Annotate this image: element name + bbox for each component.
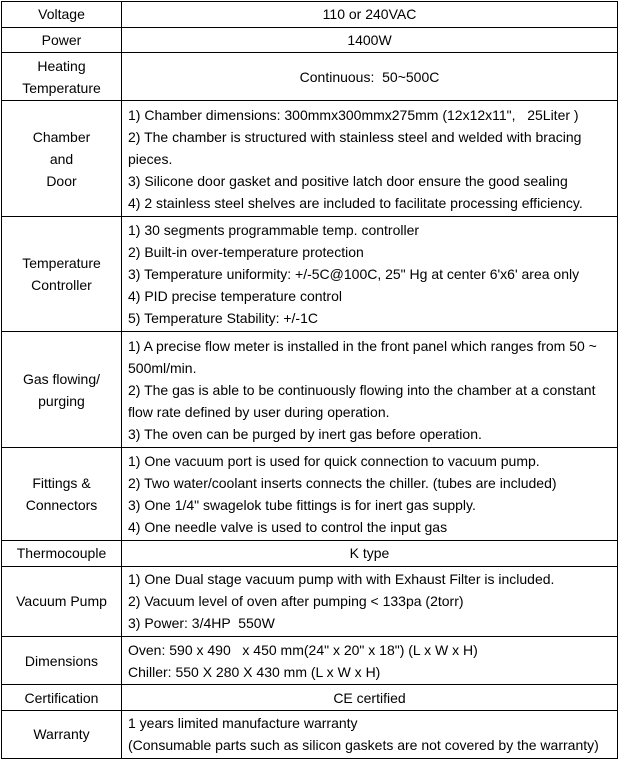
list-item: 4) One needle valve is used to control the input gas <box>128 519 448 536</box>
table-row <box>2 53 618 101</box>
row-value: 1400W <box>122 27 618 53</box>
list-item: 3) Power: 3/4HP 550W <box>128 615 275 632</box>
row-label: Certification <box>2 685 122 711</box>
list-item: 1) One Dual stage vacuum pump with with Exhaust Filter is included. <box>128 571 555 588</box>
list-item: 2) Vacuum level of oven after pumping < 133pa (2torr) <box>128 593 464 610</box>
row-label: Thermocouple <box>2 541 122 567</box>
list-item: 1) Chamber dimensions: 300mmx300mmx275mm (12x12x11", 25Liter ) <box>128 106 579 123</box>
list-item: 2) Two water/coolant inserts connects the chiller. (tubes are included) <box>128 475 557 492</box>
list-item: 5) Temperature Stability: +/-1C <box>128 310 318 327</box>
list-item: 1) 30 segments programmable temp. controller <box>128 222 420 239</box>
row-value <box>122 101 618 217</box>
row-label: Chamber and Door <box>2 101 122 217</box>
row-label: Warranty <box>2 710 122 758</box>
row-label: Temperature Controller <box>2 216 122 332</box>
list-item: 3) Silicone door gasket and positive latch door ensure the good sealing <box>128 172 568 189</box>
table-row <box>2 101 618 217</box>
row-label: Dimensions <box>2 637 122 685</box>
row-label: Gas flowing/ purging <box>2 332 122 448</box>
row-label: Power <box>2 27 122 53</box>
table-row <box>2 637 618 685</box>
list-item: Oven: 590 x 490 x 450 mm(24" x 20" x 18") (L x W x H) <box>128 641 478 658</box>
row-value <box>122 447 618 540</box>
row-value <box>122 332 618 448</box>
row-value: Continuous: 50~500C <box>122 53 618 101</box>
list-item: 3) The oven can be purged by inert gas before operation. <box>128 425 482 442</box>
row-label: Heating Temperature <box>2 53 122 101</box>
list-item: 3) Temperature uniformity: +/-5C@100C, 25" Hg at center 6'x6' area only <box>128 266 580 283</box>
list-item: Chiller: 550 X 280 X 430 mm (L x W x H) <box>128 663 381 680</box>
row-value <box>122 710 618 758</box>
row-value: CE certified <box>122 685 618 711</box>
list-item: 2) Built-in over-temperature protection <box>128 244 364 261</box>
row-value: K type <box>122 541 618 567</box>
row-value: 110 or 240VAC <box>122 2 618 28</box>
list-item: 1 years limited manufacture warranty <box>128 715 358 732</box>
table-row <box>2 216 618 332</box>
table-row <box>2 447 618 540</box>
spec-table <box>1 1 618 759</box>
table-row <box>2 2 618 28</box>
table-row <box>2 685 618 711</box>
table-row <box>2 332 618 448</box>
row-value <box>122 566 618 637</box>
row-label: Voltage <box>2 2 122 28</box>
list-item: 4) PID precise temperature control <box>128 288 342 305</box>
row-label: Fittings & Connectors <box>2 447 122 540</box>
list-item: 1) A precise flow meter is installed in the front panel which ranges from 50 ~ 500ml/min. <box>128 337 601 376</box>
table-row <box>2 710 618 758</box>
list-item: 3) One 1/4" swagelok tube fittings is for inert gas supply. <box>128 497 476 514</box>
list-item: 1) One vacuum port is used for quick connection to vacuum pump. <box>128 453 540 470</box>
row-value <box>122 216 618 332</box>
row-value <box>122 637 618 685</box>
list-item: (Consumable parts such as silicon gaskets are not covered by the warranty) <box>128 737 599 754</box>
list-item: 4) 2 stainless steel shelves are included to facilitate processing efficiency. <box>128 194 583 211</box>
table-row <box>2 566 618 637</box>
table-row <box>2 541 618 567</box>
list-item: 2) The gas is able to be continuously flowing into the chamber at a constant flow rate defined by user during operation. <box>128 381 600 420</box>
table-row <box>2 27 618 53</box>
row-label: Vacuum Pump <box>2 566 122 637</box>
list-item: 2) The chamber is structured with stainless steel and welded with bracing pieces. <box>128 128 586 167</box>
